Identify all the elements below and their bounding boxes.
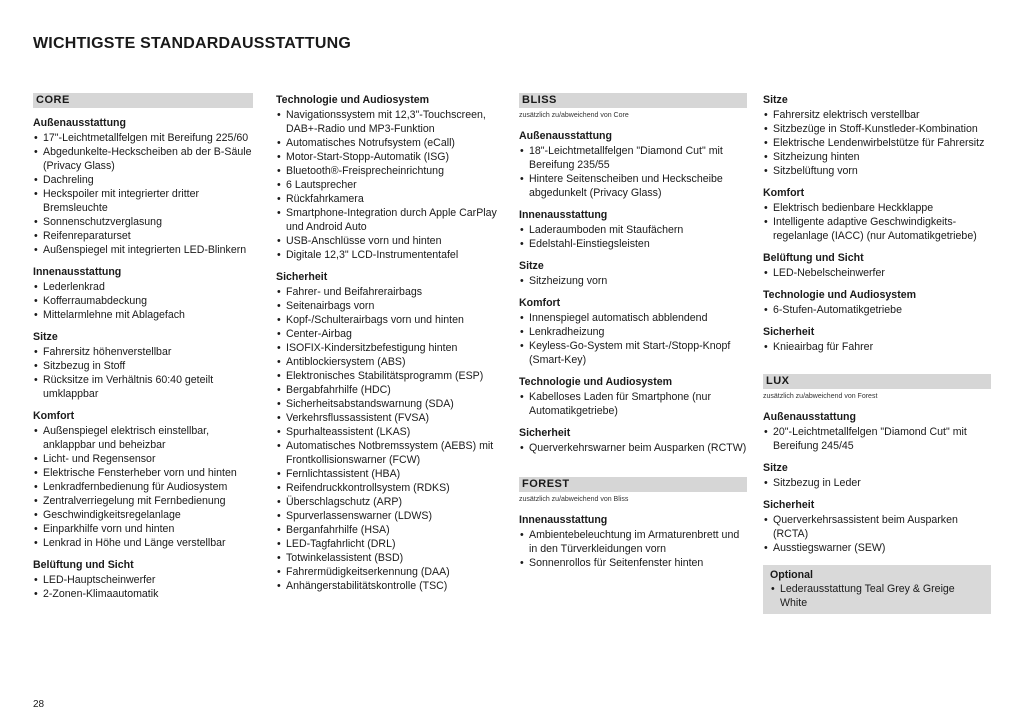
feature-item: • Intelligente adaptive Geschwindigkeits-regelanlage (IACC) (nur Automatikgetriebe) [763,215,991,243]
feature-list [519,441,747,455]
feature-item: • Dachreling [33,173,253,187]
feature-list [763,425,991,453]
feature-item: • Licht- und Regensensor [33,452,253,466]
page-title: WICHTIGSTE STANDARDAUSSTATTUNG [33,35,351,52]
feature-list [519,144,747,200]
feature-item: • Querverkehrswarner beim Ausparken (RCTW) [519,441,747,455]
feature-item: • Lenkradheizung [519,325,747,339]
section-heading: Sicherheit [276,271,328,283]
section-core-innen [33,265,253,322]
feature-item: • Antiblockiersystem (ABS) [276,355,504,369]
section-heading: Optional [770,569,813,581]
section-heading: Sitze [763,94,788,106]
feature-item: • Kabelloses Laden für Smartphone (nur Automatikgetriebe) [519,390,747,418]
feature-item: • Lederausstattung Teal Grey & Greige White [770,582,984,610]
feature-item: • Kofferraumabdeckung [33,294,253,308]
feature-item: • Sicherheitsabstandswarnung (SDA) [276,397,504,411]
section-lux-sicherheit [763,498,991,555]
feature-item: • Sitzbezug in Leder [763,476,991,490]
trim-note: zusätzlich zu/abweichend von Core [519,112,629,119]
forest-group [519,477,747,570]
feature-item: • Elektronisches Stabilitätsprogramm (ESP) [276,369,504,383]
feature-item: • Sonnenschutzverglasung [33,215,253,229]
feature-list [33,573,253,601]
feature-item: • Reifendruckkontrollsystem (RDKS) [276,481,504,495]
section-bliss-technologie [519,375,747,418]
feature-item: • Knieairbag für Fahrer [763,340,991,354]
feature-item: • 20"-Leichtmetallfelgen "Diamond Cut" mit Bereifung 245/45 [763,425,991,453]
feature-item: • Elektrische Lendenwirbelstütze für Fahrersitz [763,136,991,150]
feature-item: • Sitzbezüge in Stoff-Kunstleder-Kombination [763,122,991,136]
section-heading: Sicherheit [519,427,571,439]
feature-item: • LED-Nebelscheinwerfer [763,266,991,280]
section-heading: Sicherheit [763,326,815,338]
feature-item: • Anhängerstabilitätskontrolle (TSC) [276,579,504,593]
section-bliss-sitze [519,259,747,288]
feature-item: • Automatisches Notrufsystem (eCall) [276,136,504,150]
section-core-sitze [33,330,253,401]
feature-item: • Außenspiegel mit integrierten LED-Blinkern [33,243,253,257]
trim-band-core: CORE [33,93,253,108]
feature-item: • Sonnenrollos für Seitenfenster hinten [519,556,747,570]
feature-list [276,285,504,593]
feature-list [763,303,991,317]
optional-box [763,565,991,614]
feature-list [33,280,253,322]
feature-item: • Digitale 12,3" LCD-Instrumententafel [276,248,504,262]
feature-list [519,223,747,251]
section-heading: Innenausstattung [33,266,122,278]
feature-item: • Berganfahrhilfe (HSA) [276,523,504,537]
feature-item: • Lenkrad in Höhe und Länge verstellbar [33,536,253,550]
section-bliss-sicherheit [519,426,747,455]
feature-item: • Rückfahrkamera [276,192,504,206]
column-1 [33,93,253,601]
feature-list [763,513,991,555]
trim-band-lux: LUX [763,374,991,389]
feature-item: • LED-Hauptscheinwerfer [33,573,253,587]
section-heading: Belüftung und Sicht [763,252,864,264]
section-heading: Außenausstattung [763,411,856,423]
feature-item: • Querverkehrsassistent beim Ausparken (RCTA) [763,513,991,541]
feature-item: • Lederlenkrad [33,280,253,294]
feature-item: • 18"-Leichtmetallfelgen "Diamond Cut" mit Bereifung 235/55 [519,144,747,172]
feature-item: • Automatisches Notbremssystem (AEBS) mit Frontkollisionswarner (FCW) [276,439,504,467]
section-heading: Technologie und Audiosystem [763,289,917,301]
feature-item: • Navigationssystem mit 12,3"-Touchscreen, DAB+-Radio und MP3-Funktion [276,108,504,136]
feature-item: • Fahrermüdigkeitserkennung (DAA) [276,565,504,579]
feature-item: • 17"-Leichtmetallfelgen mit Bereifung 225/60 [33,131,253,145]
section-heading: Sitze [763,462,788,474]
feature-item: • 2-Zonen-Klimaautomatik [33,587,253,601]
feature-list [519,528,747,570]
section-core-sicherheit [276,270,504,593]
section-bliss-komfort [519,296,747,367]
feature-item: • Kopf-/Schulterairbags vorn und hinten [276,313,504,327]
column-3 [519,93,747,570]
feature-list [519,274,747,288]
feature-list [763,476,991,490]
section-core-belueftung [33,558,253,601]
section-heading: Belüftung und Sicht [33,559,134,571]
section-heading: Technologie und Audiosystem [519,376,673,388]
section-bliss-sitze-2 [763,93,991,178]
section-bliss-technologie-2 [763,288,991,317]
section-bliss-aussen [519,129,747,200]
feature-item: • Elektrisch bedienbare Heckklappe [763,201,991,215]
section-heading: Komfort [519,297,561,309]
feature-item: • Zentralverriegelung mit Fernbedienung [33,494,253,508]
feature-item: • Edelstahl-Einstiegsleisten [519,237,747,251]
feature-list [763,108,991,178]
section-heading: Außenausstattung [519,130,612,142]
section-lux-aussen [763,410,991,453]
feature-item: • Laderaumboden mit Staufächern [519,223,747,237]
section-heading: Komfort [763,187,805,199]
section-lux-sitze [763,461,991,490]
feature-item: • Abgedunkelte-Heckscheiben ab der B-Säule (Privacy Glass) [33,145,253,173]
feature-item: • Fahrersitz elektrisch verstellbar [763,108,991,122]
feature-item: • Bergabfahrhilfe (HDC) [276,383,504,397]
section-heading: Außenausstattung [33,117,126,129]
feature-item: • Motor-Start-Stopp-Automatik (ISG) [276,150,504,164]
feature-item: • Heckspoiler mit integrierter dritter Bremsleuchte [33,187,253,215]
page-number: 28 [33,699,45,710]
trim-note: zusätzlich zu/abweichend von Forest [763,393,878,400]
column-2 [276,93,504,593]
feature-list [33,131,253,257]
feature-item: • Einparkhilfe vorn und hinten [33,522,253,536]
feature-item: • Sitzheizung vorn [519,274,747,288]
feature-item: • Sitzheizung hinten [763,150,991,164]
feature-item: • Ambientebeleuchtung im Armaturenbrett und in den Türverkleidungen vorn [519,528,747,556]
section-forest-innen [519,513,747,570]
section-heading: Innenausstattung [519,209,608,221]
feature-item: • Sitzbezug in Stoff [33,359,253,373]
section-core-aussen [33,116,253,257]
feature-item: • USB-Anschlüsse vorn und hinten [276,234,504,248]
trim-note: zusätzlich zu/abweichend von Bliss [519,496,629,503]
feature-list [763,201,991,243]
section-bliss-sicherheit-2 [763,325,991,354]
feature-item: • LED-Tagfahrlicht (DRL) [276,537,504,551]
feature-item: • Überschlagschutz (ARP) [276,495,504,509]
feature-item: • 6-Stufen-Automatikgetriebe [763,303,991,317]
section-heading: Sitze [33,331,58,343]
feature-item: • Totwinkelassistent (BSD) [276,551,504,565]
feature-item: • Spurverlassenswarner (LDWS) [276,509,504,523]
column-4 [763,93,991,614]
feature-list [33,424,253,550]
feature-list [276,108,504,262]
feature-item: • ISOFIX-Kindersitzbefestigung hinten [276,341,504,355]
feature-item: • Hintere Seitenscheiben und Heckscheibe abgedunkelt (Privacy Glass) [519,172,747,200]
feature-item: • Reifenreparaturset [33,229,253,243]
feature-item: • Lenkradfernbedienung für Audiosystem [33,480,253,494]
feature-list [519,390,747,418]
feature-item: • Geschwindigkeitsregelanlage [33,508,253,522]
feature-item: • Außenspiegel elektrisch einstellbar, anklappbar und beheizbar [33,424,253,452]
trim-band-forest: FOREST [519,477,747,492]
feature-item: • Innenspiegel automatisch abblendend [519,311,747,325]
section-heading: Innenausstattung [519,514,608,526]
lux-group [763,374,991,614]
feature-list [770,582,984,610]
feature-item: • Rücksitze im Verhältnis 60:40 geteilt umklappbar [33,373,253,401]
feature-item: • Fernlichtassistent (HBA) [276,467,504,481]
feature-item: • Fahrer- und Beifahrerairbags [276,285,504,299]
feature-item: • Sitzbelüftung vorn [763,164,991,178]
section-heading: Sitze [519,260,544,272]
section-bliss-komfort-2 [763,186,991,243]
feature-item: • Verkehrsflussassistent (FVSA) [276,411,504,425]
feature-item: • Spurhalteassistent (LKAS) [276,425,504,439]
section-bliss-belueftung [763,251,991,280]
feature-item: • Keyless-Go-System mit Start-/Stopp-Knopf (Smart-Key) [519,339,747,367]
feature-item: • Center-Airbag [276,327,504,341]
feature-item: • Smartphone-Integration durch Apple CarPlay und Android Auto [276,206,504,234]
feature-item: • Elektrische Fensterheber vorn und hinten [33,466,253,480]
section-core-komfort [33,409,253,550]
feature-list [763,340,991,354]
feature-item: • Fahrersitz höhenverstellbar [33,345,253,359]
section-heading: Technologie und Audiosystem [276,94,430,106]
trim-band-bliss: BLISS [519,93,747,108]
section-bliss-innen [519,208,747,251]
feature-item: • 6 Lautsprecher [276,178,504,192]
feature-list [33,345,253,401]
feature-item: • Bluetooth®-Freisprecheinrichtung [276,164,504,178]
feature-list [519,311,747,367]
section-heading: Komfort [33,410,75,422]
feature-item: • Ausstiegswarner (SEW) [763,541,991,555]
feature-list [763,266,991,280]
feature-item: • Seitenairbags vorn [276,299,504,313]
section-core-technologie [276,93,504,262]
feature-item: • Mittelarmlehne mit Ablagefach [33,308,253,322]
section-heading: Sicherheit [763,499,815,511]
